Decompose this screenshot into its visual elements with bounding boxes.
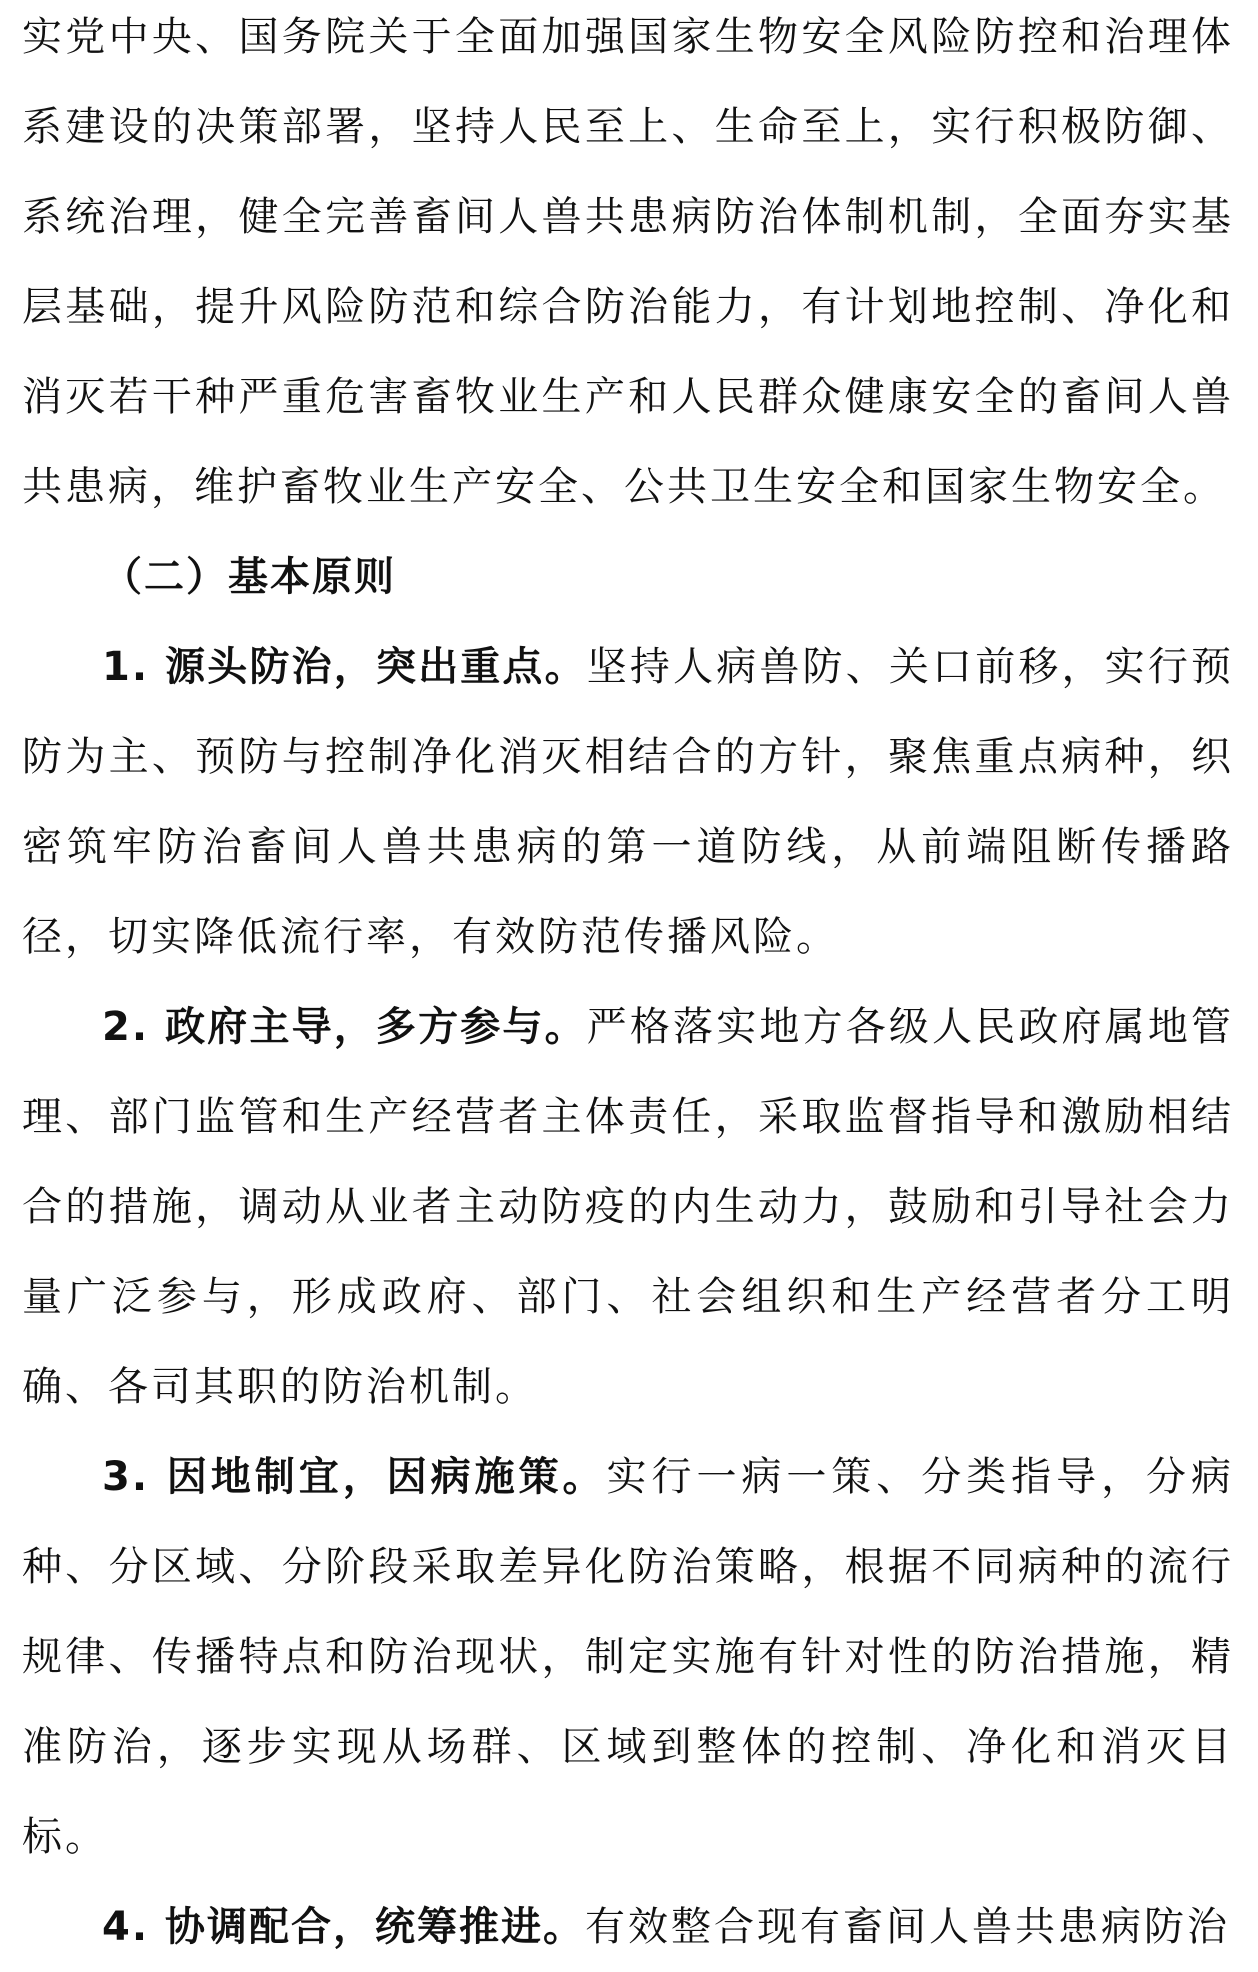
principle-1-title: 1. 源头防治，突出重点。 xyxy=(102,644,587,690)
principle-3-body: 实行一病一策、分类指导，分病种、分区域、分阶段采取差异化防治策略，根据不同病种的流行规律、传播特点和防治现状，制定实施有针对性的防治措施，精准防治，逐步实现从场群、区域到整体的控制、净化和消灭目标。 xyxy=(22,1454,1235,1860)
principle-4-paragraph xyxy=(22,1882,1234,1972)
principle-1-body: 坚持人病兽防、关口前移，实行预防为主、预防与控制净化消灭相结合的方针，聚焦重点病种，织密筑牢防治畜间人兽共患病的第一道防线，从前端阻断传播路径，切实降低流行率，有效防范传播风险。 xyxy=(22,644,1235,960)
principle-4-title: 4. 协调配合，统筹推进。 xyxy=(102,1904,585,1950)
principle-4-body: 有效整合现有畜间人兽共患病防治 xyxy=(584,1904,1230,1950)
principle-2-paragraph xyxy=(22,982,1234,1432)
principle-2-title: 2. 政府主导，多方参与。 xyxy=(102,1004,587,1050)
principle-3-paragraph xyxy=(22,1432,1234,1882)
principle-1-paragraph xyxy=(22,622,1234,982)
intro-paragraph: 实党中央、国务院关于全面加强国家生物安全风险防控和治理体系建设的决策部署，坚持人民至上、生命至上，实行积极防御、系统治理，健全完善畜间人兽共患病防治体制机制，全面夯实基层基础，提升风险防范和综合防治能力，有计划地控制、净化和消灭若干种严重危害畜牧业生产和人民群众健康安全的畜间人兽共患病，维护畜牧业生产安全、公共卫生安全和国家生物安全。 xyxy=(22,14,1234,510)
principle-3-title: 3. 因地制宜，因病施策。 xyxy=(102,1454,607,1500)
principle-2-body: 严格落实地方各级人民政府属地管理、部门监管和生产经营者主体责任，采取监督指导和激励相结合的措施，调动从业者主动防疫的内生动力，鼓励和引导社会力量广泛参与，形成政府、部门、社会组织和生产经营者分工明确、各司其职的防治机制。 xyxy=(22,1004,1235,1410)
document-page xyxy=(22,0,1234,1972)
section-heading: （二）基本原则 xyxy=(102,554,396,600)
